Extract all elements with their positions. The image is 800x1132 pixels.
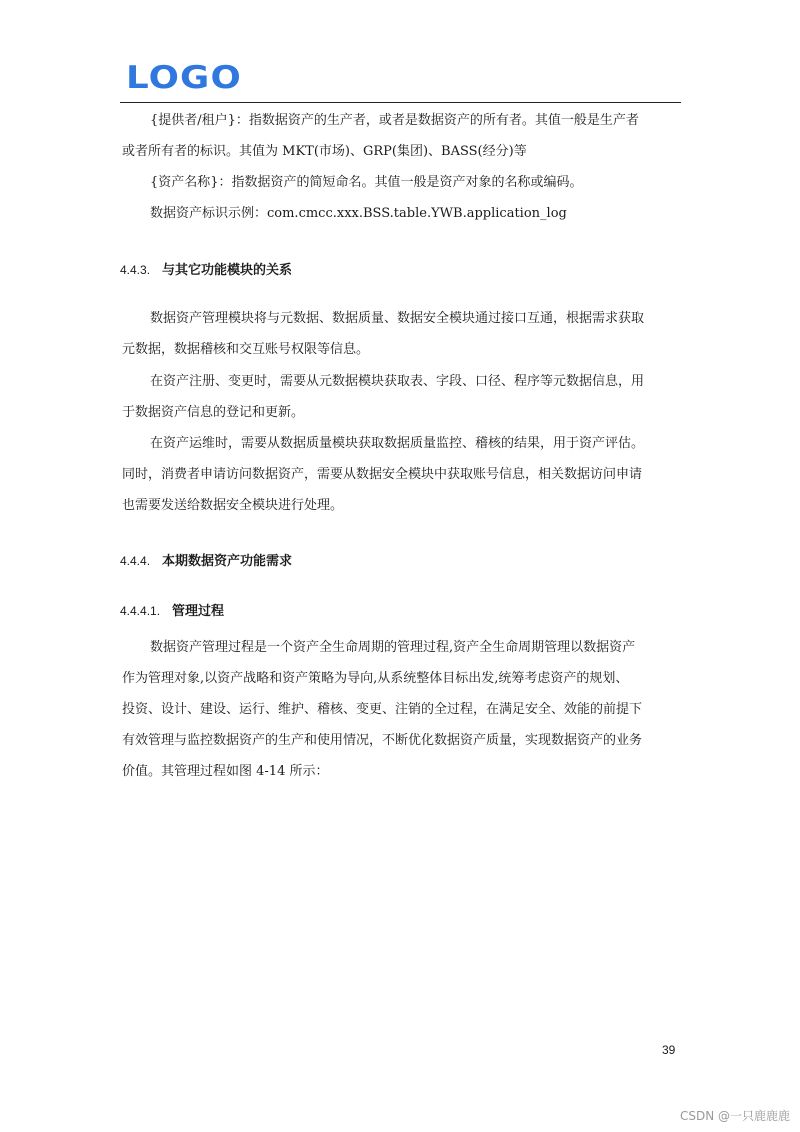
paragraph-operations (122, 428, 682, 521)
text-line: 元数据，数据稽核和交互账号权限等信息。 (122, 342, 370, 357)
text-line: 或者所有者的标识。其值为 MKT(市场)、GRP(集团)、BASS(经分)等 (122, 144, 527, 159)
header-divider (120, 102, 681, 103)
page-number: 39 (662, 1043, 676, 1057)
text-line: 同时，消费者申请访问数据资产，需要从数据安全模块中获取账号信息，相关数据访问申请 (122, 467, 643, 482)
paragraph-registration (122, 366, 682, 428)
text-line: 于数据资产信息的登记和更新。 (122, 405, 305, 420)
text-line: {提供者/租户}：指数据资产的生产者，或者是数据资产的所有者。其值一般是生产者 (150, 113, 639, 128)
text-line: 作为管理对象,以资产战略和资产策略为导向,从系统整体目标出发,统筹考虑资产的规划、 (122, 671, 629, 686)
section-heading-4-4-4-1 (120, 600, 224, 619)
paragraph-module-interaction (122, 303, 682, 365)
section-number: 4.4.4. (120, 554, 151, 568)
paragraph-asset-id-example (122, 198, 682, 229)
section-heading-4-4-3 (120, 259, 292, 278)
text-line: 有效管理与监控数据资产的生产和使用情况，不断优化数据资产质量，实现数据资产的业务 (122, 733, 643, 748)
section-title: 本期数据资产功能需求 (162, 554, 293, 569)
watermark: CSDN @一只鹿鹿鹿 (679, 1109, 790, 1123)
paragraph-management-process (122, 632, 682, 787)
paragraph-asset-name-definition (122, 167, 682, 198)
section-number: 4.4.3. (120, 263, 151, 277)
section-number: 4.4.4.1. (120, 604, 161, 618)
text-line: {资产名称}：指数据资产的简短命名。其值一般是资产对象的名称或编码。 (150, 175, 583, 190)
logo: LOGO (126, 60, 242, 96)
section-title: 管理过程 (172, 604, 225, 619)
paragraph-provider-definition (122, 105, 682, 167)
text-line: 数据资产标识示例：com.cmcc.xxx.BSS.table.YWB.application_log (150, 206, 567, 221)
text-line: 在资产运维时，需要从数据质量模块获取数据质量监控、稽核的结果，用于资产评估。 (150, 436, 645, 451)
text-line: 数据资产管理模块将与元数据、数据质量、数据安全模块通过接口互通，根据需求获取 (150, 311, 645, 326)
section-title: 与其它功能模块的关系 (162, 263, 293, 278)
text-line: 数据资产管理过程是一个资产全生命周期的管理过程,资产全生命周期管理以数据资产 (150, 640, 636, 655)
text-line: 在资产注册、变更时，需要从元数据模块获取表、字段、口径、程序等元数据信息，用 (150, 374, 645, 389)
text-line: 也需要发送给数据安全模块进行处理。 (122, 498, 344, 513)
text-line: 价值。其管理过程如图 4-14 所示： (122, 764, 329, 779)
text-line: 投资、设计、建设、运行、维护、稽核、变更、注销的全过程，在满足安全、效能的前提下 (122, 702, 643, 717)
section-heading-4-4-4 (120, 550, 292, 569)
